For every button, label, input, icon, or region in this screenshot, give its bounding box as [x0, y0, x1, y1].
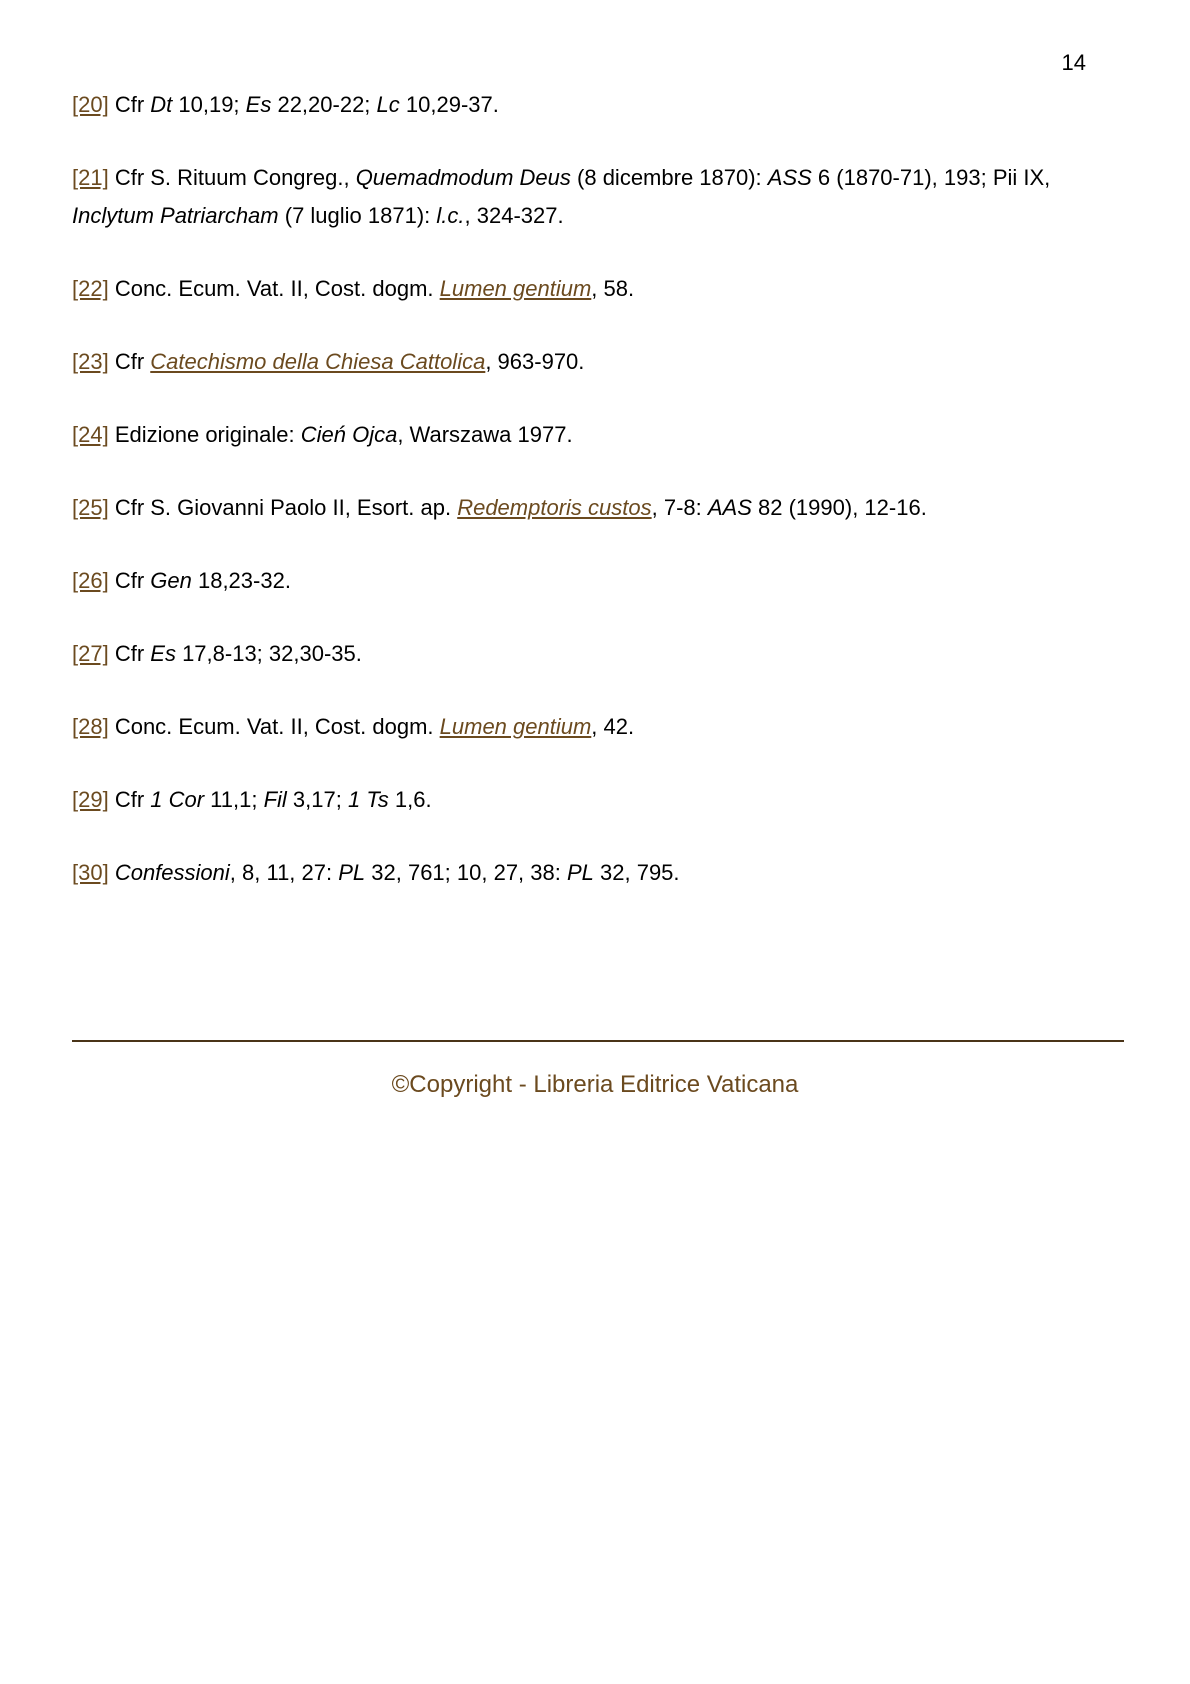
note-ref-link[interactable]: [22] — [72, 276, 109, 301]
lumen-gentium-link[interactable]: Lumen gentium — [439, 276, 592, 301]
note-ref-link[interactable]: [21] — [72, 165, 109, 190]
citation-title: PL — [338, 860, 366, 885]
note-text: Conc. Ecum. Vat. II, Cost. dogm. — [108, 714, 440, 739]
endnote-20 — [72, 86, 1122, 124]
note-text: Cfr S. Rituum Congreg., — [108, 165, 356, 190]
note-text: , Warszawa 1977. — [397, 422, 573, 447]
note-text: Cfr — [108, 641, 151, 666]
citation-title: Quemadmodum Deus — [355, 165, 571, 190]
citation-title: Confessioni — [114, 860, 230, 885]
citation-title: 1 Ts — [347, 787, 389, 812]
citation-title: Dt — [150, 92, 173, 117]
note-ref-link[interactable]: [30] — [72, 860, 109, 885]
citation-title: PL — [566, 860, 594, 885]
endnote-28 — [72, 708, 1122, 746]
note-text: Cfr S. Giovanni Paolo II, Esort. ap. — [108, 495, 458, 520]
note-text: Conc. Ecum. Vat. II, Cost. dogm. — [108, 276, 440, 301]
note-text: , 42. — [591, 714, 635, 739]
note-text: 1,6. — [388, 787, 432, 812]
endnote-23 — [72, 343, 1122, 381]
note-text: 10,19; — [172, 92, 246, 117]
note-text: 22,20-22; — [271, 92, 377, 117]
note-text: , 8, 11, 27: — [229, 860, 339, 885]
note-text: 32, 795. — [593, 860, 680, 885]
note-ref-link[interactable]: [29] — [72, 787, 109, 812]
note-text: 17,8-13; 32,30-35. — [175, 641, 362, 666]
footer-divider — [72, 1040, 1124, 1042]
copyright-footer: ©Copyright - Libreria Editrice Vaticana — [391, 1071, 799, 1098]
lumen-gentium-link[interactable]: Lumen gentium — [439, 714, 592, 739]
citation-title: Inclytum Patriarcham — [72, 203, 279, 228]
note-text: , 963-970. — [485, 349, 585, 374]
note-text: Edizione originale: — [108, 422, 301, 447]
citation-title: l.c. — [436, 203, 465, 228]
endnote-24 — [72, 416, 1122, 454]
citation-title: ASS — [767, 165, 812, 190]
citation-title: Es — [245, 92, 272, 117]
endnote-25 — [72, 489, 1122, 527]
note-text: Cfr — [108, 787, 151, 812]
note-text: , 324-327. — [464, 203, 564, 228]
note-text: Cfr — [108, 92, 151, 117]
endnote-22 — [72, 270, 1122, 308]
endnote-26 — [72, 562, 1122, 600]
page-number: 14 — [1061, 50, 1086, 75]
note-text: 3,17; — [286, 787, 348, 812]
endnote-21 — [72, 159, 1122, 235]
note-text: 18,23-32. — [191, 568, 291, 593]
citation-title: Cień Ojca — [300, 422, 398, 447]
note-text: , 58. — [591, 276, 635, 301]
note-text: 82 (1990), 12-16. — [751, 495, 927, 520]
note-ref-link[interactable]: [23] — [72, 349, 109, 374]
note-ref-link[interactable]: [26] — [72, 568, 109, 593]
redemptoris-custos-link[interactable]: Redemptoris custos — [457, 495, 652, 520]
note-text: 6 (1870-71), 193; Pii IX, — [811, 165, 1051, 190]
note-ref-link[interactable]: [28] — [72, 714, 109, 739]
citation-title: Es — [150, 641, 176, 666]
note-text: Cfr — [108, 349, 151, 374]
endnotes-list — [72, 86, 1122, 927]
note-text: 32, 761; 10, 27, 38: — [365, 860, 567, 885]
note-text: Cfr — [108, 568, 151, 593]
endnote-27 — [72, 635, 1122, 673]
note-text: (7 luglio 1871): — [278, 203, 437, 228]
note-ref-link[interactable]: [27] — [72, 641, 109, 666]
note-ref-link[interactable]: [24] — [72, 422, 109, 447]
note-ref-link[interactable]: [25] — [72, 495, 109, 520]
note-text: , 7-8: — [651, 495, 708, 520]
note-text: 10,29-37. — [399, 92, 499, 117]
note-ref-link[interactable]: [20] — [72, 92, 109, 117]
note-text: 11,1; — [204, 787, 264, 812]
endnote-29 — [72, 781, 1122, 819]
citation-title: Lc — [376, 92, 400, 117]
note-text: (8 dicembre 1870): — [570, 165, 768, 190]
citation-title: 1 Cor — [150, 787, 205, 812]
catechismo-link[interactable]: Catechismo della Chiesa Cattolica — [150, 349, 486, 374]
citation-title: AAS — [707, 495, 752, 520]
citation-title: Fil — [263, 787, 287, 812]
endnote-30 — [72, 854, 1122, 892]
citation-title: Gen — [150, 568, 192, 593]
